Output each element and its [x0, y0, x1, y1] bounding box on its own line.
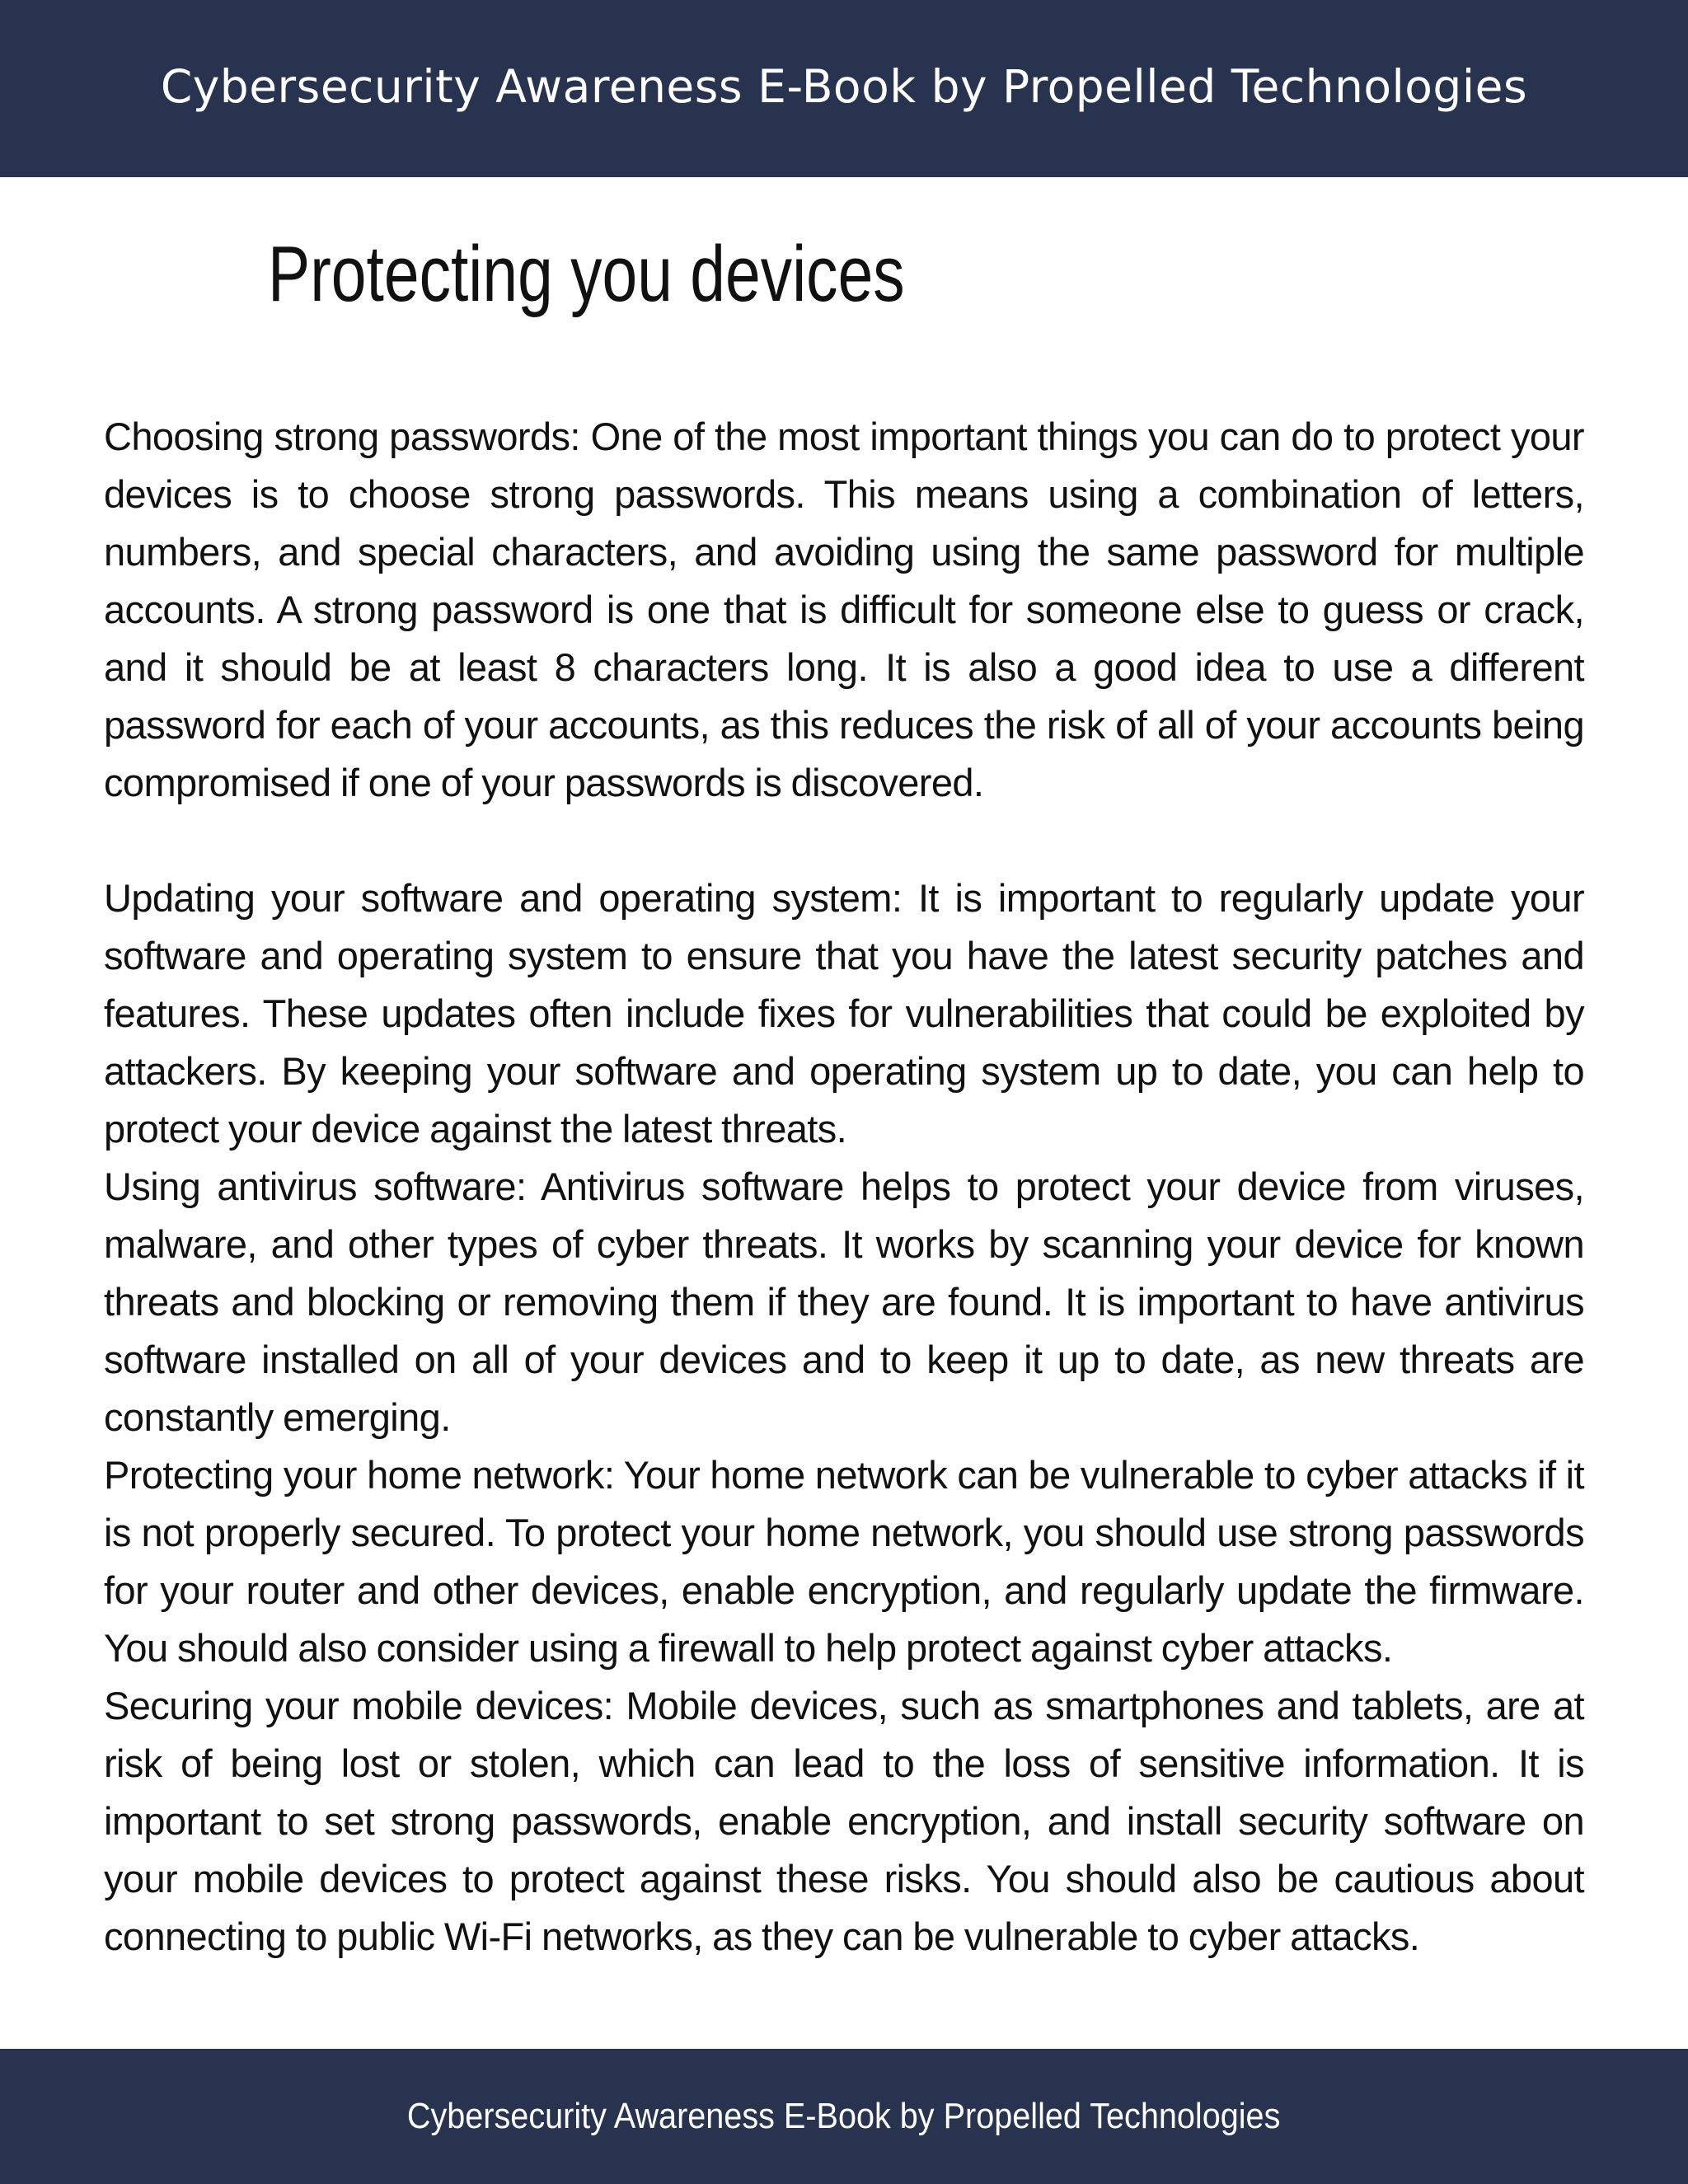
- footer-text: Cybersecurity Awareness E-Book by Propelled Technologies: [407, 2096, 1281, 2136]
- header-banner: [0, 0, 1688, 177]
- paragraph-strong-passwords: Choosing strong passwords: One of the most important things you can do to protect your devices is to choose strong passwords. This means using a combination of letters, numbers, and special characters, and avoiding using the same password for multiple accounts. A strong password is one that is difficult for someone else to guess or crack, and it should be at least 8 characters long. It is also a good idea to use a different password for each of your accounts, as this reduces the risk of all of your accounts being compromised if one of your passwords is discovered.: [104, 415, 1584, 804]
- header-title: Cybersecurity Awareness E-Book by Propelled Technologies: [160, 59, 1528, 113]
- paragraph-home-network: Protecting your home network: Your home network can be vulnerable to cyber attacks if it is not properly secured. To protect your home network, you should use strong passwords for your router and other devices, enable encryption, and regularly update the firmware. You should also consider using a firewall to help protect against cyber attacks.: [104, 1453, 1584, 1670]
- paragraph-updating-software: Updating your software and operating system: It is important to regularly update your software and operating system to ensure that you have the latest security patches and features. These updates often include fixes for vulnerabilities that could be exploited by attackers. By keeping your software and operating system up to date, you can help to protect your device against the latest threats.: [104, 876, 1584, 1151]
- footer-banner: [0, 2049, 1688, 2184]
- main-content: [104, 408, 1584, 1966]
- paragraph-mobile-devices: Securing your mobile devices: Mobile devices, such as smartphones and tablets, are at risk of being lost or stolen, which can lead to the loss of sensitive information. It is important to set strong passwords, enable encryption, and install security software on your mobile devices to protect against these risks. You should also be cautious about connecting to public Wi-Fi networks, as they can be vulnerable to cyber attacks.: [104, 1684, 1584, 1958]
- paragraph-antivirus: Using antivirus software: Antivirus software helps to protect your device from viruses, malware, and other types of cyber threats. It works by scanning your device for known threats and blocking or removing them if they are found. It is important to have antivirus software installed on all of your devices and to keep it up to date, as new threats are constantly emerging.: [104, 1165, 1584, 1439]
- page-title: Protecting you devices: [268, 230, 905, 318]
